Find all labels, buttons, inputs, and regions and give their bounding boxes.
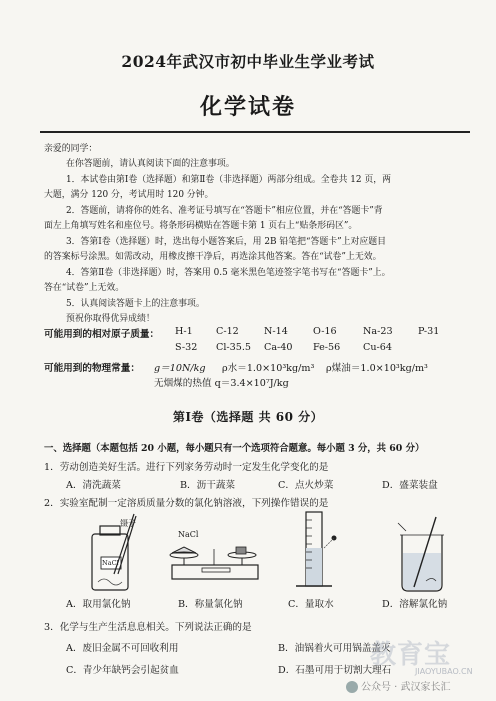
question-1-stem: 1．劳动创造美好生活。进行下列家务劳动时一定发生化学变化的是 xyxy=(44,462,329,473)
notice-line: 大题，满分 120 分，考试用时 120 分钟。 xyxy=(44,190,214,200)
question-2-option-b: B．称量氯化钠 xyxy=(178,599,243,610)
atomic-mass-item: N-14 xyxy=(264,326,288,337)
physics-constants-label: 可能用到的物理常量： xyxy=(44,363,140,374)
exam-title: 2024年武汉市初中毕业生学业考试 xyxy=(121,52,375,71)
header-divider xyxy=(40,131,470,133)
question-1-option-a: A．清洗蔬菜 xyxy=(66,480,121,491)
question-2-option-c: C．量取水 xyxy=(288,599,334,610)
question-3-option-b: B．油锅着火可用锅盖盖灭 xyxy=(278,643,391,654)
watermark-site: JIAOYUBAO.CN xyxy=(415,667,473,676)
notice-line: 面左上角填写姓名和座位号。将条形码横贴在答题卡第 1 页右上“贴条形码区”。 xyxy=(44,221,358,231)
figure-dissolve-nacl xyxy=(394,515,452,593)
scale-nacl-label: NaCl xyxy=(178,530,199,539)
question-1-option-b: B．沥干蔬菜 xyxy=(180,480,236,491)
figure-measure-water xyxy=(290,508,340,594)
notice-line: 的答案标号涂黑。如需改动，用橡皮擦干净后，再选涂其他答案。答在“试卷”上无效。 xyxy=(44,252,382,262)
atomic-mass-item: H-1 xyxy=(175,326,193,337)
notice-line: 2．答题前，请将你的姓名、准考证号填写在“答题卡”相应位置，并在“答题卡”背 xyxy=(66,206,383,216)
part-heading: 一、选择题（本题包括 20 小题，每小题只有一个选项符合题意。每小题 3 分，共 60 分） xyxy=(44,443,425,454)
exam-subtitle: 化学试卷 xyxy=(199,94,296,120)
section-title: 第Ⅰ卷（选择题 共 60 分） xyxy=(172,410,324,424)
question-2-option-a: A．取用氯化钠 xyxy=(66,599,131,610)
question-2-option-d: D．溶解氯化钠 xyxy=(382,599,448,610)
atomic-mass-label: 可能用到的相对原子质量： xyxy=(44,329,160,340)
atomic-mass-item: S-32 xyxy=(175,342,198,353)
watermark-brand: 教育宝 xyxy=(370,640,452,670)
coal-heat-value: 无烟煤的热值 q＝3.4×10⁷J/kg xyxy=(154,378,289,389)
atomic-mass-item: Fe-56 xyxy=(313,342,341,353)
notice-line: 5．认真阅读答题卡上的注意事项。 xyxy=(66,299,205,309)
bottle-label: NaCl xyxy=(102,559,119,567)
atomic-mass-item: O-16 xyxy=(313,326,337,337)
question-3-option-c: C．青少年缺钙会引起贫血 xyxy=(66,665,179,676)
kerosene-density: ρ煤油＝1.0×10³kg/m³ xyxy=(326,363,428,374)
atomic-mass-item: C-12 xyxy=(216,326,239,337)
notice-line: 3．答第Ⅰ卷（选择题）时，选出每小题答案后，用 2B 铅笔把“答题卡”上对应题目 xyxy=(66,237,387,247)
notice-line: 4．答第Ⅱ卷（非选择题）时，答案用 0.5 毫米黑色笔迹签字笔书写在“答题卡”上。 xyxy=(66,268,391,278)
question-2-stem: 2．实验室配制一定溶质质量分数的氯化钠溶液，下列操作错误的是 xyxy=(44,498,329,509)
question-3-stem: 3．化学与生产生活息息相关。下列说法正确的是 xyxy=(44,622,252,633)
question-3-option-d: D．石墨可用于切割大理石 xyxy=(278,665,392,676)
question-3-option-a: A．废旧金属不可回收利用 xyxy=(66,643,179,654)
notice-line: 1．本试卷由第Ⅰ卷（选择题）和第Ⅱ卷（非选择题）两部分组成。全卷共 12 页，两 xyxy=(66,175,391,185)
atomic-mass-item: Cl-35.5 xyxy=(216,342,252,353)
atomic-mass-item: Na-23 xyxy=(363,326,393,337)
notice-greeting: 亲爱的同学： xyxy=(44,144,98,154)
notice-intro: 在你答题前，请认真阅读下面的注意事项。 xyxy=(66,159,235,169)
notice-line: 答在“试卷”上无效。 xyxy=(44,283,125,293)
question-1-option-c: C．点火炒菜 xyxy=(278,480,334,491)
atomic-mass-item: Cu-64 xyxy=(363,342,392,353)
question-1-option-d: D．盛菜装盘 xyxy=(382,480,438,491)
watermark-account-text: 公众号 · 武汉家长汇 xyxy=(361,682,451,693)
atomic-mass-item: Ca-40 xyxy=(264,342,293,353)
wechat-icon xyxy=(346,681,358,693)
watermark-account xyxy=(346,678,451,693)
atomic-mass-item: P-31 xyxy=(418,326,440,337)
water-density: ρ水＝1.0×10³kg/m³ xyxy=(222,363,315,374)
tweezers-label: 镊子 xyxy=(120,519,136,528)
notice-line: 预祝你取得优异成绩！ xyxy=(66,314,155,324)
gravity-constant: g＝10N/kg xyxy=(154,363,206,374)
